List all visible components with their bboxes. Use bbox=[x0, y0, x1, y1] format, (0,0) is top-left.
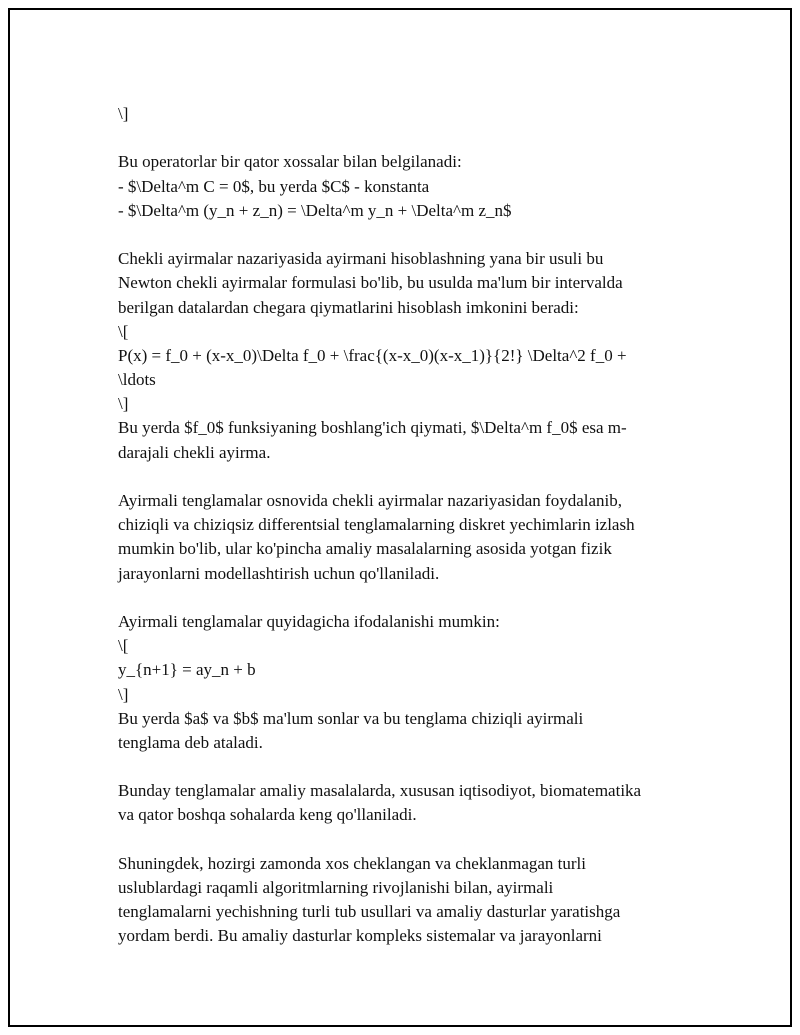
paragraph-operator-properties bbox=[118, 150, 708, 223]
text-line: va qator boshqa sohalarda keng qo'llaniladi. bbox=[118, 805, 417, 825]
text-line: \] bbox=[118, 394, 129, 414]
paragraph-newton-formula bbox=[118, 247, 708, 465]
text-line: Newton chekli ayirmalar formulasi bo'lib, bu usulda ma'lum bir intervalda bbox=[118, 273, 623, 293]
text-line: Ayirmali tenglamalar quyidagicha ifodalanishi mumkin: bbox=[118, 611, 500, 631]
page-frame bbox=[8, 8, 792, 1027]
text-line: Chekli ayirmalar nazariyasida ayirmani hisoblashning yana bir usuli bu bbox=[118, 249, 604, 269]
paragraph-gap bbox=[118, 126, 708, 150]
paragraph-modern-algorithms bbox=[118, 852, 708, 949]
text-line: jarayonlarni modellashtirish uchun qo'llaniladi. bbox=[118, 563, 440, 583]
text-line: darajali chekli ayirma. bbox=[118, 442, 271, 462]
paragraph-gap bbox=[118, 828, 708, 852]
paragraph-gap bbox=[118, 586, 708, 610]
text-line: Shuningdek, hozirgi zamonda xos cheklangan va cheklanmagan turli bbox=[118, 853, 586, 873]
text-line: y_{n+1} = ay_n + b bbox=[118, 660, 256, 680]
text-line: yordam berdi. Bu amaliy dasturlar kompleks sistemalar va jarayonlarni bbox=[118, 926, 602, 946]
text-line: uslublardagi raqamli algoritmlarning rivojlanishi bilan, ayirmali bbox=[118, 878, 554, 897]
document-body bbox=[118, 102, 708, 949]
text-line: \] bbox=[118, 684, 129, 704]
text-line: P(x) = f_0 + (x-x_0)\Delta f_0 + \frac{(x-x_0)(x-x_1)}{2!} \Delta^2 f_0 + bbox=[118, 345, 627, 365]
paragraph-difference-equation-form bbox=[118, 610, 708, 755]
text-line: tenglama deb ataladi. bbox=[118, 732, 263, 752]
text-line: \] bbox=[118, 104, 129, 123]
paragraph-difference-equations-intro bbox=[118, 489, 708, 586]
text-line: - $\Delta^m (y_n + z_n) = \Delta^m y_n + \Delta^m z_n$ bbox=[118, 200, 512, 220]
text-line: - $\Delta^m C = 0$, bu yerda $C$ - konstanta bbox=[118, 176, 430, 196]
paragraph-gap bbox=[118, 465, 708, 489]
paragraph-display-close-1 bbox=[118, 102, 708, 126]
text-line: berilgan datalardan chegara qiymatlarini hisoblash imkonini beradi: bbox=[118, 297, 579, 317]
text-line: Bu operatorlar bir qator xossalar bilan belgilanadi: bbox=[118, 152, 462, 172]
text-line: tenglamalarni yechishning turli tub usullari va amaliy dasturlar yaratishga bbox=[118, 902, 621, 922]
text-line: \[ bbox=[118, 321, 129, 341]
paragraph-applications bbox=[118, 779, 708, 827]
text-line: \ldots bbox=[118, 370, 156, 390]
text-line: \[ bbox=[118, 636, 129, 656]
text-line: Ayirmali tenglamalar osnovida chekli ayirmalar nazariyasidan foydalanib, bbox=[118, 491, 622, 510]
text-line: chiziqli va chiziqsiz differentsial tenglamalarning diskret yechimlarin izlash bbox=[118, 515, 635, 535]
text-line: Bu yerda $a$ va $b$ ma'lum sonlar va bu tenglama chiziqli ayirmali bbox=[118, 708, 584, 728]
paragraph-gap bbox=[118, 755, 708, 779]
text-line: mumkin bo'lib, ular ko'pincha amaliy masalalarning asosida yotgan fizik bbox=[118, 539, 612, 559]
text-line: Bunday tenglamalar amaliy masalalarda, xususan iqtisodiyot, biomatematika bbox=[118, 781, 642, 801]
paragraph-gap bbox=[118, 223, 708, 247]
text-line: Bu yerda $f_0$ funksiyaning boshlang'ich qiymati, $\Delta^m f_0$ esa m- bbox=[118, 418, 627, 438]
